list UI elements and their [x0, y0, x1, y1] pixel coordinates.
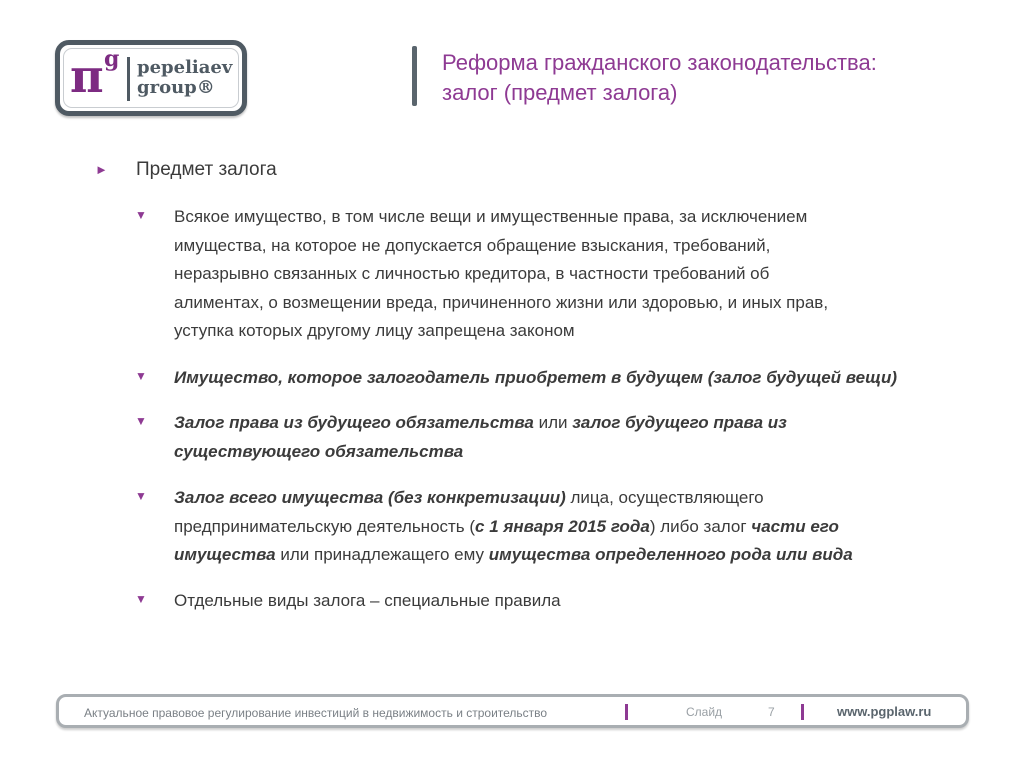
- section-heading-text: Предмет залога: [136, 159, 277, 180]
- triangle-down-icon: ▼: [135, 369, 147, 383]
- bullet-line: [174, 541, 914, 570]
- bullet-line: уступка которых другому лицу запрещена законом: [174, 321, 575, 341]
- slide-title-line-2: залог (предмет залога): [442, 80, 678, 105]
- bullet-line: существующего обязательства: [174, 441, 464, 461]
- bullet-emphasis: имущества определенного рода или вида: [488, 545, 853, 565]
- bullet-plain: предпринимательскую деятельность (: [174, 516, 476, 536]
- triangle-down-icon: ▼: [135, 489, 147, 503]
- slide-number: 7: [768, 705, 775, 719]
- bullet-text: [174, 409, 914, 466]
- triangle-down-icon: ▼: [135, 414, 147, 428]
- bullet-emphasis: залог будущего права из: [572, 413, 787, 432]
- bullet-emphasis: имущества: [174, 545, 276, 565]
- bullet-line: неразрывно связанных с личностью кредитора, в частности требований об: [174, 264, 770, 284]
- slide-title: [442, 48, 1002, 108]
- bullet-emphasis: с 1 января 2015 года: [475, 516, 650, 536]
- bullet-plain: или: [533, 413, 573, 432]
- company-logo: [55, 40, 247, 116]
- triangle-down-icon: ▼: [135, 208, 147, 222]
- bullet-emphasis: Залог всего имущества (без конкретизации): [174, 488, 566, 507]
- logo-pi-symbol: π: [70, 49, 104, 103]
- triangle-right-icon: ►: [95, 162, 108, 177]
- bullet-line: [174, 484, 914, 513]
- triangle-down-icon: ▼: [135, 592, 147, 606]
- footer-caption: Актуальное правовое регулирование инвестиций в недвижимость и строительство: [84, 706, 548, 720]
- slide-title-line-1: Реформа гражданского законодательства:: [442, 50, 877, 75]
- bullet-emphasis: части его: [751, 516, 839, 536]
- bullet-emphasis: Залог права из будущего обязательства: [174, 413, 534, 432]
- slide-footer: [56, 694, 969, 728]
- bullet-text: [174, 484, 914, 570]
- bullet-line: Отдельные виды залога – специальные правила: [174, 591, 561, 610]
- bullet-plain: ) либо залог: [649, 516, 752, 536]
- bullet-text: [174, 203, 914, 346]
- website-link[interactable]: www.pgplaw.ru: [837, 704, 932, 719]
- footer-separator: [801, 704, 804, 720]
- bullet-line: Всякое имущество, в том числе вещи и имущественные права, за исключением: [174, 207, 808, 226]
- logo-word-pepeliaev: pepeliaev: [137, 57, 233, 78]
- title-accent-bar: [412, 46, 417, 106]
- slide-label: Слайд: [686, 705, 723, 719]
- logo-superscript: g: [104, 46, 120, 72]
- bullet-text: [174, 364, 914, 393]
- bullet-text: [174, 587, 914, 616]
- bullet-line: [174, 409, 914, 438]
- logo-divider: [127, 57, 130, 101]
- bullet-line: имущества, на которое не допускается обращение взыскания, требований,: [174, 235, 771, 255]
- bullet-line: Имущество, которое залогодатель приобретет в будущем (залог будущей вещи): [174, 368, 898, 387]
- bullet-line: [174, 513, 914, 542]
- logo-word-group: group®: [137, 77, 215, 98]
- bullet-line: алиментах, о возмещении вреда, причиненного жизни или здоровью, и иных прав,: [174, 292, 829, 312]
- bullet-plain: лица, осуществляющего: [565, 488, 764, 507]
- bullet-plain: или принадлежащего ему: [275, 545, 489, 565]
- footer-separator: [625, 704, 628, 720]
